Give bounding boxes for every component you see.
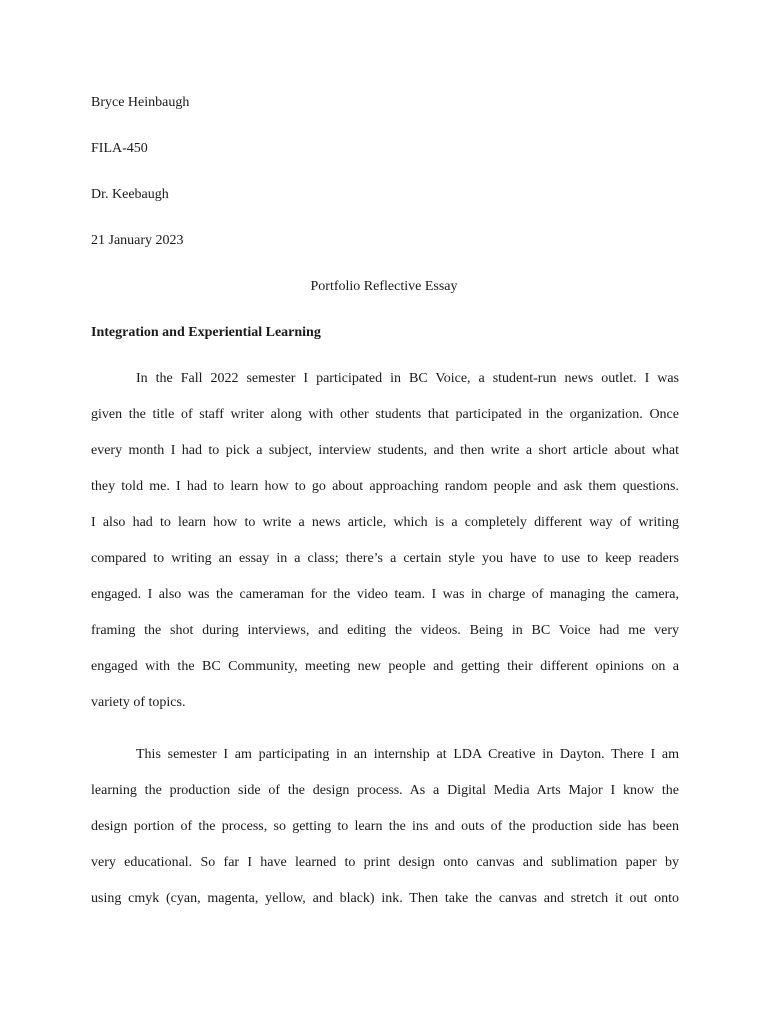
paragraph-line: given the title of staff writer along with other students that participated in the organization. Once <box>91 407 679 422</box>
course-code: FILA-450 <box>91 141 148 156</box>
paragraph-line: engaged with the BC Community, meeting new people and getting their different opinions on a <box>91 659 679 674</box>
essay-title: Portfolio Reflective Essay <box>310 279 458 294</box>
paragraph-line: framing the shot during interviews, and editing the videos. Being in BC Voice had me very <box>91 623 679 638</box>
paragraph-line: learning the production side of the design process. As a Digital Media Arts Major I know the <box>91 783 679 798</box>
paragraph-line: they told me. I had to learn how to go about approaching random people and ask them questions. <box>91 479 679 494</box>
author-name: Bryce Heinbaugh <box>91 95 190 110</box>
document-date: 21 January 2023 <box>91 233 184 248</box>
paragraph-line: In the Fall 2022 semester I participated in BC Voice, a student-run news outlet. I was <box>136 371 679 386</box>
paragraph-line: variety of topics. <box>91 695 186 710</box>
instructor-name: Dr. Keebaugh <box>91 187 169 202</box>
paragraph-line: every month I had to pick a subject, interview students, and then write a short article about what <box>91 443 679 458</box>
paragraph-line: compared to writing an essay in a class; there’s a certain style you have to use to keep readers <box>91 551 679 566</box>
paragraph-line: This semester I am participating in an internship at LDA Creative in Dayton. There I am <box>136 747 679 762</box>
paragraph-line: using cmyk (cyan, magenta, yellow, and black) ink. Then take the canvas and stretch it out onto <box>91 891 679 906</box>
paragraph-line: I also had to learn how to write a news article, which is a completely different way of writing <box>91 515 679 530</box>
paragraph-line: engaged. I also was the cameraman for the video team. I was in charge of managing the camera, <box>91 587 679 602</box>
paragraph-line: very educational. So far I have learned to print design onto canvas and sublimation paper by <box>91 855 679 870</box>
section-heading: Integration and Experiential Learning <box>91 325 321 340</box>
paragraph-line: design portion of the process, so getting to learn the ins and outs of the production side has been <box>91 819 679 834</box>
